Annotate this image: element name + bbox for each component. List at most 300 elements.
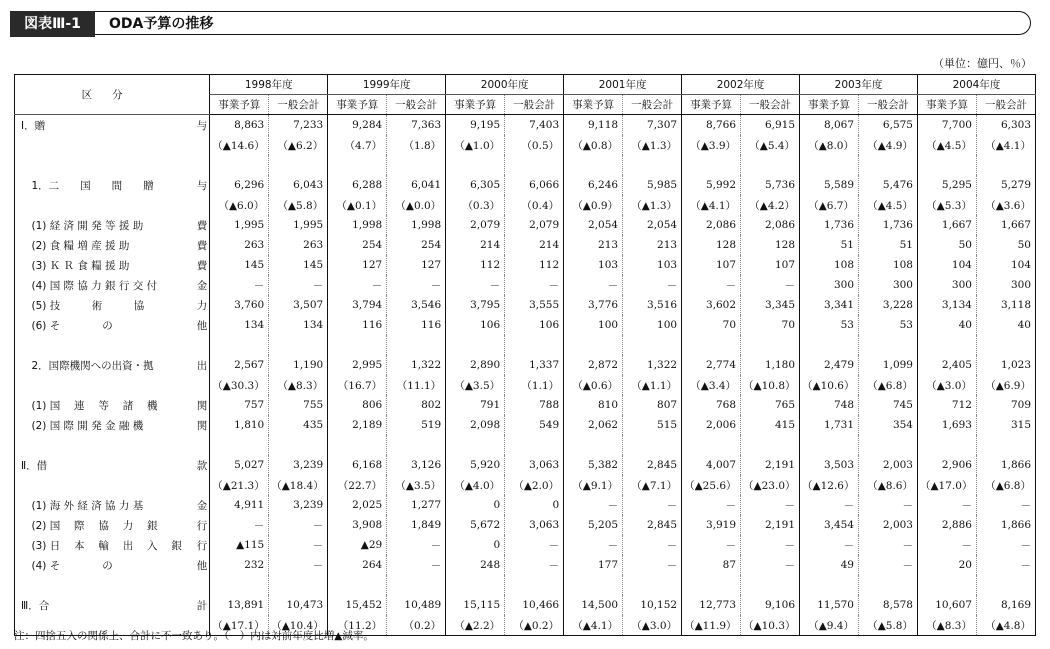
table-cell: 112 [446,255,505,275]
table-cell: 106 [446,315,505,335]
table-cell [800,335,859,355]
page-title: ODA予算の推移 [95,11,1031,35]
table-cell: 5,027 [210,455,269,475]
table-cell: （0.3） [446,195,505,215]
table-cell: 748 [800,395,859,415]
table-cell [917,435,976,455]
table-cell: 3,794 [328,295,387,315]
project-budget-header: 事業予算 [564,95,623,115]
table-cell: 10,473 [269,595,328,615]
table-cell: （▲1.1） [623,375,682,395]
table-cell [682,155,741,175]
table-cell: 2,003 [859,515,918,535]
table-row [15,175,1036,195]
table-cell [976,435,1035,455]
table-cell: 9,195 [446,115,505,136]
table-cell: （▲9.4） [800,615,859,636]
table-cell: 806 [328,395,387,415]
table-cell: － [682,275,741,295]
table-cell: 3,063 [505,455,564,475]
table-cell [328,435,387,455]
table-cell: 3,063 [505,515,564,535]
row-label [15,235,210,255]
table-cell: 1,849 [387,515,446,535]
figure-label: 図表Ⅲ-1 [10,11,95,37]
table-cell [859,435,918,455]
table-cell: － [623,535,682,555]
table-cell: 5,985 [623,175,682,195]
year-header: 2002年度 [682,75,800,95]
general-account-header: 一般会計 [623,95,682,115]
table-cell: （▲1.3） [623,195,682,215]
table-cell: （22.7） [328,475,387,495]
general-account-header: 一般会計 [387,95,446,115]
year-header: 1998年度 [210,75,328,95]
row-label-right: 出 [196,359,208,372]
table-cell: 1,099 [859,355,918,375]
row-label-left: (2) 食 糧 増 産 援 助 [21,239,130,252]
table-cell: － [505,535,564,555]
table-cell: （0.4） [505,195,564,215]
row-label-left: (3) Ｋ Ｒ 食 糧 援 助 [21,259,130,272]
row-label-right: 与 [196,179,208,192]
table-cell: 134 [210,315,269,335]
table-cell: 300 [859,275,918,295]
table-cell: 108 [859,255,918,275]
table-cell: 3,345 [741,295,800,315]
year-header: 2003年度 [800,75,918,95]
table-cell: （▲3.0） [623,615,682,636]
table-cell [446,435,505,455]
year-header: 2001年度 [564,75,682,95]
table-cell: 7,403 [505,115,564,136]
table-cell: （▲6.9） [976,375,1035,395]
table-cell: － [328,275,387,295]
table-cell: 213 [564,235,623,255]
table-cell: （▲10.8） [741,375,800,395]
table-cell: 11,570 [800,595,859,615]
table-cell: 2,191 [741,455,800,475]
table-cell: 6,168 [328,455,387,475]
table-cell: 106 [505,315,564,335]
table-cell: 116 [328,315,387,335]
row-label [15,555,210,575]
table-cell [800,155,859,175]
table-cell: 107 [741,255,800,275]
table-cell [917,335,976,355]
table-cell: 214 [446,235,505,255]
table-cell [741,575,800,595]
table-cell: 13,891 [210,595,269,615]
table-cell: 1,731 [800,415,859,435]
table-cell: 5,382 [564,455,623,475]
row-label-left: (1) 国 連 等 諸 機 [21,399,158,412]
row-label-right: 費 [196,219,208,232]
table-cell: 3,908 [328,515,387,535]
row-label-right: 関 [196,419,208,432]
table-cell: 300 [976,275,1035,295]
table-cell: － [917,535,976,555]
row-label [15,515,210,535]
table-cell: （▲3.6） [976,195,1035,215]
table-row [15,375,1036,395]
table-cell [623,575,682,595]
table-cell: 53 [800,315,859,335]
row-label [15,215,210,235]
row-label-left: (1) 経 済 開 発 等 援 助 [21,219,144,232]
table-cell [210,435,269,455]
table-cell: 3,118 [976,295,1035,315]
table-cell [859,155,918,175]
table-cell: 1,736 [859,215,918,235]
table-cell: （▲3.5） [446,375,505,395]
table-cell: － [976,535,1035,555]
table-cell [210,335,269,355]
table-cell: 9,118 [564,115,623,136]
table-cell: 2,479 [800,355,859,375]
table-cell: 100 [623,315,682,335]
table-cell [328,335,387,355]
table-cell [328,575,387,595]
table-cell: － [564,535,623,555]
table-cell: 10,489 [387,595,446,615]
table-cell: （▲3.9） [682,135,741,155]
table-cell [917,155,976,175]
row-label-right: 関 [196,399,208,412]
table-cell: 6,041 [387,175,446,195]
table-cell: － [976,555,1035,575]
table-cell [859,335,918,355]
table-cell: （▲5.8） [859,615,918,636]
table-cell: 177 [564,555,623,575]
table-cell: 127 [328,255,387,275]
table-cell: 7,233 [269,115,328,136]
table-cell: － [859,555,918,575]
table-cell: 213 [623,235,682,255]
table-cell: 2,774 [682,355,741,375]
table-cell: － [859,535,918,555]
table-cell: 263 [210,235,269,255]
table-cell: 248 [446,555,505,575]
year-header: 2000年度 [446,75,564,95]
table-cell: 6,043 [269,175,328,195]
table-cell: 1,190 [269,355,328,375]
table-cell: （▲3.5） [387,475,446,495]
table-cell: （▲18.4） [269,475,328,495]
table-row [15,135,1036,155]
table-cell: 791 [446,395,505,415]
year-header: 1999年度 [328,75,446,95]
row-label-right: 費 [196,259,208,272]
table-cell [328,155,387,175]
table-cell: 6,575 [859,115,918,136]
table-cell [682,575,741,595]
table-cell: 6,296 [210,175,269,195]
table-cell: 2,845 [623,455,682,475]
table-cell: （▲6.0） [210,195,269,215]
table-cell [505,575,564,595]
table-cell: － [210,515,269,535]
table-cell: 145 [210,255,269,275]
table-cell: 3,134 [917,295,976,315]
row-label-left: Ⅰ．贈 [21,119,46,132]
table-cell: （▲23.0） [741,475,800,495]
table-cell: 354 [859,415,918,435]
table-cell: （16.7） [328,375,387,395]
table-cell: 254 [387,235,446,255]
table-cell [387,335,446,355]
table-cell: 2,906 [917,455,976,475]
table-cell: 788 [505,395,564,415]
table-cell: 3,760 [210,295,269,315]
table-cell: 40 [917,315,976,335]
kubun-header: 区分 [15,75,210,115]
table-cell: 2,054 [623,215,682,235]
table-cell: 2,995 [328,355,387,375]
table-cell: － [682,535,741,555]
table-cell [682,435,741,455]
row-label-right: 款 [196,459,208,472]
row-label-left: (6) そ の [21,319,113,332]
table-cell [976,155,1035,175]
table-cell: 2,567 [210,355,269,375]
table-cell: （▲5.4） [741,135,800,155]
project-budget-header: 事業予算 [328,95,387,115]
table-cell: － [741,275,800,295]
table-cell: （▲0.9） [564,195,623,215]
table-cell: 4,007 [682,455,741,475]
table-row [15,335,1036,355]
table-cell: （▲4.5） [917,135,976,155]
table-cell: － [859,495,918,515]
table-cell [387,155,446,175]
row-label [15,375,210,395]
table-cell: 5,476 [859,175,918,195]
table-cell: （▲8.3） [269,375,328,395]
table-cell: 1,277 [387,495,446,515]
table-cell [269,575,328,595]
table-cell: 2,405 [917,355,976,375]
table-cell: 20 [917,555,976,575]
table-cell: （▲14.6） [210,135,269,155]
table-cell: 2,086 [741,215,800,235]
table-cell: 2,886 [917,515,976,535]
table-cell: （▲8.3） [917,615,976,636]
general-account-header: 一般会計 [269,95,328,115]
table-cell: － [269,275,328,295]
table-cell: （▲3.4） [682,375,741,395]
project-budget-header: 事業予算 [682,95,741,115]
table-row [15,455,1036,475]
row-label [15,255,210,275]
row-label-right: 他 [196,319,208,332]
table-cell: 1,736 [800,215,859,235]
row-label [15,295,210,315]
table-cell: 3,341 [800,295,859,315]
table-row [15,355,1036,375]
table-cell: 3,228 [859,295,918,315]
table-cell: （▲8.0） [800,135,859,155]
table-cell: 8,578 [859,595,918,615]
table-cell: 5,920 [446,455,505,475]
row-label-left: (4) そ の [21,559,113,572]
table-cell [269,335,328,355]
table-cell: 3,126 [387,455,446,475]
table-cell: 51 [800,235,859,255]
table-cell: （0.2） [387,615,446,636]
table-cell: 6,915 [741,115,800,136]
table-cell: 1,998 [387,215,446,235]
table-cell: 6,246 [564,175,623,195]
table-cell: （▲9.1） [564,475,623,495]
table-cell: （▲0.2） [505,615,564,636]
table-cell: 3,516 [623,295,682,315]
table-cell: 214 [505,235,564,255]
table-cell: 70 [682,315,741,335]
table-cell: 108 [800,255,859,275]
table-cell: （▲7.1） [623,475,682,495]
table-cell: （▲6.8） [976,475,1035,495]
table-row [15,495,1036,515]
table-cell: 8,766 [682,115,741,136]
general-account-header: 一般会計 [859,95,918,115]
table-cell [564,335,623,355]
table-cell: － [505,275,564,295]
table-cell: （▲10.3） [741,615,800,636]
table-cell: 757 [210,395,269,415]
table-cell: － [800,495,859,515]
table-cell: （▲1.0） [446,135,505,155]
table-cell: 3,602 [682,295,741,315]
table-cell: （▲0.1） [328,195,387,215]
table-cell [800,575,859,595]
project-budget-header: 事業予算 [210,95,269,115]
table-cell: 1,322 [387,355,446,375]
table-row [15,575,1036,595]
table-cell: 104 [976,255,1035,275]
table-cell [917,575,976,595]
project-budget-header: 事業予算 [800,95,859,115]
table-cell: （1.1） [505,375,564,395]
row-label-right: 他 [196,559,208,572]
table-cell [505,435,564,455]
table-cell: 254 [328,235,387,255]
table-cell: － [269,515,328,535]
row-label-right: 行 [196,519,208,532]
footnote: 注：四捨五入の関係上、合計に不一致あり。（ ）内は対前年度比増▲減率。 [14,630,374,642]
table-row [15,235,1036,255]
table-cell: ▲115 [210,535,269,555]
table-cell: 5,589 [800,175,859,195]
row-label-left: (5) 技 術 協 [21,299,145,312]
row-label [15,575,210,595]
table-cell: 2,025 [328,495,387,515]
table-cell: 2,845 [623,515,682,535]
table-cell: 0 [446,535,505,555]
table-row [15,555,1036,575]
table-cell: 7,700 [917,115,976,136]
table-cell: （▲4.1） [976,135,1035,155]
table-cell: 1,810 [210,415,269,435]
table-cell [446,335,505,355]
row-label [15,395,210,415]
table-cell [564,155,623,175]
table-cell: 15,452 [328,595,387,615]
table-cell: 1,667 [976,215,1035,235]
row-label-left: (4) 国 際 協 力 銀 行 交 付 [21,279,158,292]
table-cell: 50 [917,235,976,255]
table-cell: 1,995 [269,215,328,235]
table-cell: 315 [976,415,1035,435]
table-cell: 51 [859,235,918,255]
table-cell: 810 [564,395,623,415]
table-cell: 70 [741,315,800,335]
table-row [15,215,1036,235]
table-cell [505,155,564,175]
table-cell: 8,863 [210,115,269,136]
row-label [15,315,210,335]
table-cell: （▲0.0） [387,195,446,215]
table-row [15,155,1036,175]
table-cell [446,575,505,595]
project-budget-header: 事業予算 [917,95,976,115]
table-cell: 807 [623,395,682,415]
table-cell: 15,115 [446,595,505,615]
figure-header [10,11,1034,37]
table-cell [623,435,682,455]
table-row [15,415,1036,435]
table-cell: － [917,495,976,515]
table-cell: 0 [505,495,564,515]
table-cell: 103 [623,255,682,275]
table-cell: （▲0.6） [564,375,623,395]
general-account-header: 一般会計 [741,95,800,115]
row-label-left: 1．二 国 間 贈 [21,179,154,192]
table-cell: 104 [917,255,976,275]
table-cell: 1,866 [976,515,1035,535]
row-label [15,175,210,195]
table-cell: （▲4.1） [682,195,741,215]
table-cell [682,335,741,355]
table-cell: 2,890 [446,355,505,375]
table-row [15,595,1036,615]
table-cell [741,335,800,355]
table-cell: 1,998 [328,215,387,235]
table-cell: 3,503 [800,455,859,475]
table-cell: 0 [446,495,505,515]
row-label [15,115,210,136]
table-cell [269,155,328,175]
table-cell: 6,305 [446,175,505,195]
table-cell: （▲6.7） [800,195,859,215]
table-cell: － [682,495,741,515]
table-row [15,315,1036,335]
table-cell: （▲21.3） [210,475,269,495]
table-cell: 2,006 [682,415,741,435]
table-cell [623,155,682,175]
table-cell: 3,454 [800,515,859,535]
table-cell [741,435,800,455]
table-cell: － [976,495,1035,515]
table-row [15,255,1036,275]
table-cell: 768 [682,395,741,415]
project-budget-header: 事業予算 [446,95,505,115]
table-cell: 232 [210,555,269,575]
table-cell: 10,466 [505,595,564,615]
row-label [15,595,210,615]
table-cell: 7,307 [623,115,682,136]
row-label [15,275,210,295]
